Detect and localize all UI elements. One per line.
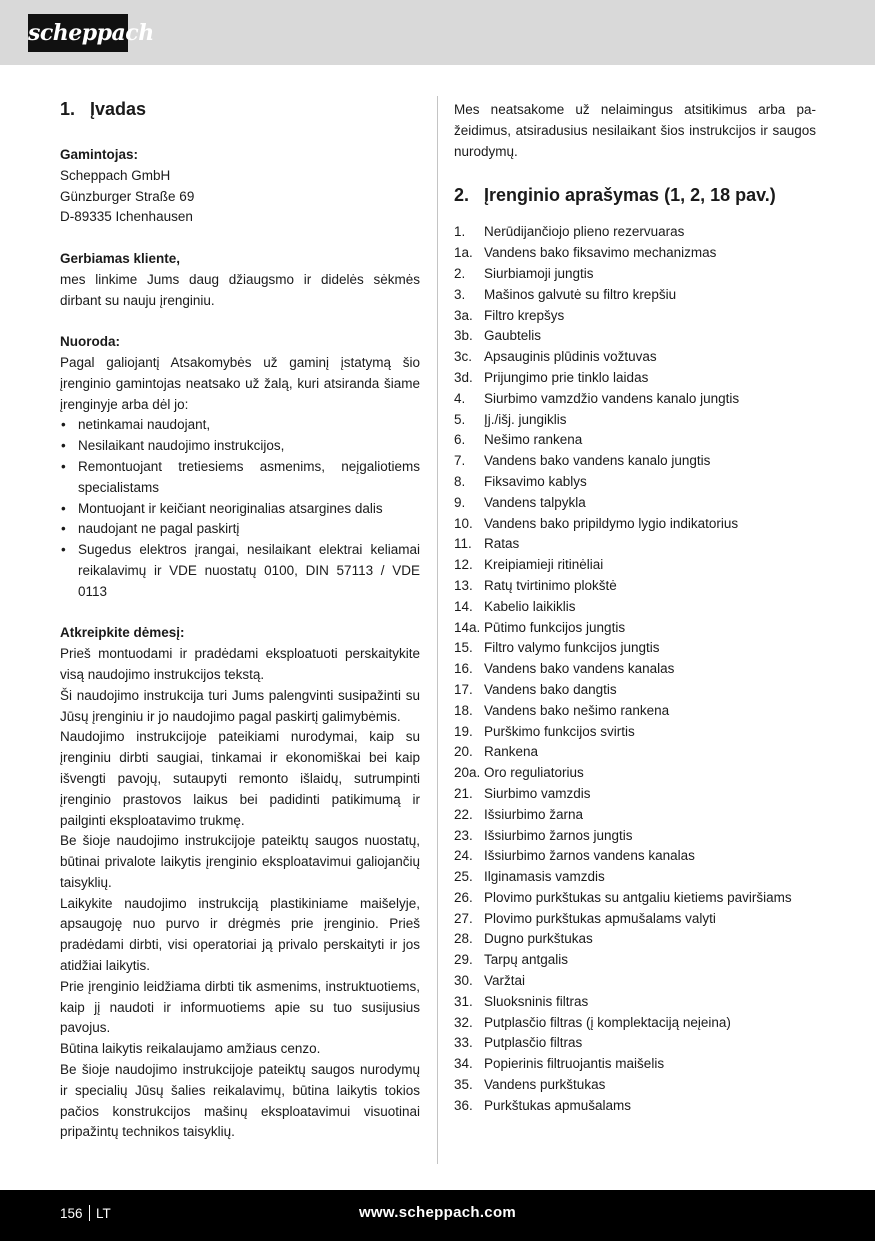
part-name: Ratas: [484, 536, 520, 552]
list-item: [454, 784, 816, 805]
section-title-device-description: [454, 182, 816, 208]
part-number: 7.: [454, 453, 466, 469]
attention-paragraph: Laikykite naudojimo instrukciją plastikiniame maišelyje, apsaugoję nuo purvo ir drėgmės prie įrenginio. Prieš pradėdami dirbti, visi operatoriai ją privalo perskaityti ir jos atidžiai laikytis.: [60, 895, 420, 974]
list-item: [454, 1033, 816, 1054]
part-name: Ratų tvirtinimo plokštė: [484, 577, 617, 593]
list-item: [454, 1013, 816, 1034]
part-number: 23.: [454, 827, 473, 843]
part-number: 12.: [454, 557, 473, 573]
part-name: Mašinos galvutė su filtro krepšiu: [484, 286, 677, 302]
part-number: 36.: [454, 1097, 473, 1113]
list-item: • Montuojant ir keičiant neoriginalias atsargines dalis: [60, 499, 420, 520]
manufacturer-line: D-89335 Ichenhausen: [60, 209, 193, 225]
part-name: Siurbimo vamzdis: [484, 785, 591, 801]
list-item: [454, 722, 816, 743]
part-number: 17.: [454, 681, 473, 697]
part-number: 4.: [454, 390, 466, 406]
section-title-introduction: [60, 96, 420, 122]
part-name: Kabelio laikiklis: [484, 598, 576, 614]
list-item: • Sugedus elektros įrangai, nesilaikant elektrai keliamai reikalavimų ir VDE nuostatų 0100, DIN 57113 / VDE 0113: [60, 540, 420, 602]
list-item: [454, 576, 816, 597]
list-item: [454, 805, 816, 826]
part-name: Varžtai: [484, 973, 526, 989]
language-code: LT: [96, 1206, 111, 1221]
list-item: [454, 493, 816, 514]
part-number: 3b.: [454, 328, 473, 344]
part-number: 32.: [454, 1014, 473, 1030]
list-item: [454, 992, 816, 1013]
part-name: Kreipiamieji ritinėliai: [484, 557, 604, 573]
part-number: 5.: [454, 411, 466, 427]
part-name: Vandens bako fiksavimo mechanizmas: [484, 245, 717, 261]
part-number: 29.: [454, 952, 473, 968]
part-name: Vandens bako vandens kanalo jungtis: [484, 453, 711, 469]
list-item: [454, 534, 816, 555]
part-name: Purškimo funkcijos svirtis: [484, 723, 635, 739]
note-heading: Nuoroda:: [60, 334, 120, 350]
part-name: Vandens bako pripildymo lygio indikatorius: [484, 515, 739, 531]
part-name: Nerūdijančiojo plieno rezervuaras: [484, 224, 685, 240]
right-column: [454, 100, 816, 1117]
list-item: [454, 659, 816, 680]
list-item: [454, 389, 816, 410]
part-name: Tarpų antgalis: [484, 952, 569, 968]
part-name: Rankena: [484, 744, 539, 760]
list-item: [454, 285, 816, 306]
list-item: [454, 826, 816, 847]
customer-text: mes linkime Jums daug džiaugsmo ir didelės sėkmės dirbant su nauju įrenginiu.: [60, 271, 420, 308]
section-number: 2.: [454, 185, 470, 206]
list-item: [454, 846, 816, 867]
part-number: 16.: [454, 661, 473, 677]
list-item: [454, 472, 816, 493]
page-separator: [89, 1205, 90, 1221]
scheppach-logo: scheppach: [28, 14, 128, 52]
list-item: [454, 222, 816, 243]
column-divider: [437, 96, 438, 1164]
part-number: 2.: [454, 265, 466, 281]
part-number: 35.: [454, 1077, 473, 1093]
part-name: Išsiurbimo žarna: [484, 806, 584, 822]
part-number: 22.: [454, 806, 473, 822]
part-name: Filtro krepšys: [484, 307, 565, 323]
list-item: [454, 410, 816, 431]
part-name: Purkštukas apmušalams: [484, 1097, 632, 1113]
parts-list: [454, 222, 816, 1116]
list-item: [454, 306, 816, 327]
list-item: [454, 680, 816, 701]
section-title-text: Įrenginio aprašymas (1, 2, 18 pav.): [484, 185, 776, 206]
list-item: [454, 430, 816, 451]
list-item: • Nesilaikant naudojimo instrukcijos,: [60, 436, 420, 457]
part-name: Vandens bako nešimo rankena: [484, 702, 670, 718]
part-name: Vandens purkštukas: [484, 1077, 606, 1093]
attention-paragraph: Prieš montuodami ir pradėdami eksploatuoti perskaitykite visą naudojimo instrukcijos tekstą.: [60, 646, 420, 682]
manufacturer-heading: Gamintojas:: [60, 147, 139, 162]
part-number: 26.: [454, 889, 473, 905]
part-number: 18.: [454, 702, 473, 718]
part-number: 20a.: [454, 765, 481, 781]
part-number: 34.: [454, 1056, 473, 1072]
part-number: 25.: [454, 869, 473, 885]
list-item: [454, 929, 816, 950]
part-name: Plovimo purkštukas apmušalams valyti: [484, 910, 716, 926]
list-item: [454, 1054, 816, 1075]
part-number: 14a.: [454, 619, 481, 635]
part-name: Siurbiamoji jungtis: [484, 265, 594, 281]
attention-paragraph: Be šioje naudojimo instrukcijoje pateiktų saugos nuostatų, būtinai privalote laikytis įrenginio eksploatavimui galiojančių taisyklių.: [60, 833, 420, 890]
list-item: [454, 347, 816, 368]
list-item: [454, 1075, 816, 1096]
part-name: Oro reguliatorius: [484, 765, 584, 781]
part-number: 19.: [454, 723, 473, 739]
customer-heading: Gerbiamas kliente,: [60, 250, 181, 266]
part-number: 6.: [454, 432, 466, 448]
list-item: [454, 701, 816, 722]
attention-heading: Atkreipkite dėmesį:: [60, 625, 185, 641]
manufacturer-line: Günzburger Straße 69: [60, 188, 195, 204]
list-item: • netinkamai naudojant,: [60, 415, 420, 436]
part-number: 13.: [454, 577, 473, 593]
part-name: Prijungimo prie tinklo laidas: [484, 369, 649, 385]
part-name: Gaubtelis: [484, 328, 542, 344]
list-item: [454, 909, 816, 930]
part-name: Putplasčio filtras (į komplektaciją neįeina): [484, 1014, 731, 1030]
list-item: [454, 597, 816, 618]
attention-paragraph: Būtina laikytis reikalaujamo amžiaus cenzo.: [60, 1041, 321, 1057]
part-number: 8.: [454, 473, 466, 489]
part-number: 3a.: [454, 307, 473, 323]
part-number: 3.: [454, 286, 466, 302]
list-item: [454, 867, 816, 888]
part-name: Išsiurbimo žarnos jungtis: [484, 827, 633, 843]
part-number: 10.: [454, 515, 473, 531]
part-number: 9.: [454, 494, 466, 510]
attention-paragraph: Naudojimo instrukcijoje pateikiami nurodymai, kaip su įrenginiu dirbti saugiai, tinkamai ir ekonomiškai bei kaip išvengti pavojų, sutaupyti remonto išlaidų, sutrumpinti įrenginio prastovos laikus bei padidinti patikimumą ir pailginti eksploatavimo trukmę.: [60, 729, 420, 828]
list-item: [454, 555, 816, 576]
list-item: [454, 638, 816, 659]
part-number: 1a.: [454, 245, 473, 261]
list-item: • naudojant ne pagal paskirtį: [60, 519, 420, 540]
part-name: Išsiurbimo žarnos vandens kanalas: [484, 848, 695, 864]
part-number: 27.: [454, 910, 473, 926]
list-item: [454, 763, 816, 784]
part-number: 1.: [454, 224, 466, 240]
part-number: 31.: [454, 993, 473, 1009]
left-column: [60, 96, 420, 1143]
part-number: 20.: [454, 744, 473, 760]
part-name: Vandens bako vandens kanalas: [484, 661, 675, 677]
part-name: Nešimo rankena: [484, 432, 583, 448]
list-item: [454, 368, 816, 389]
list-item: [454, 326, 816, 347]
list-item: • Remontuojant tretiesiems asmenims, neįgaliotiems specialistams: [60, 457, 420, 499]
section-number: 1.: [60, 99, 76, 119]
disclaimer-text: Mes neatsakome už nelaimingus atsitikimus arba pažeidimus, atsiradusius nesilaikant šios instrukcijos ir saugos nurodymų.: [454, 102, 816, 159]
manufacturer-line: Scheppach GmbH: [60, 167, 171, 183]
part-name: Pūtimo funkcijos jungtis: [484, 619, 626, 635]
attention-paragraph: Ši naudojimo instrukcija turi Jums palengvinti susipažinti su Jūsų įrenginiu ir jo naudojimo pagal paskirtį galimybėmis.: [60, 687, 420, 724]
part-name: Sluoksninis filtras: [484, 993, 589, 1009]
liability-bullet-list: [60, 415, 420, 602]
list-item: [454, 264, 816, 285]
list-item: [454, 742, 816, 763]
list-item: [454, 971, 816, 992]
part-name: Fiksavimo kablys: [484, 473, 587, 489]
part-number: 33.: [454, 1035, 473, 1051]
attention-paragraph: Prie įrenginio leidžiama dirbti tik asmenims, instruktuotiems, kaip jį naudoti ir informuotiems apie su tuo susijusius pavojus.: [60, 978, 420, 1036]
part-number: 14.: [454, 598, 473, 614]
part-number: 30.: [454, 973, 473, 989]
part-name: Putplasčio filtras: [484, 1035, 583, 1051]
part-name: Popierinis filtruojantis maišelis: [484, 1056, 665, 1072]
part-number: 24.: [454, 848, 473, 864]
website-url: www.scheppach.com: [358, 1204, 517, 1221]
part-number: 11.: [454, 536, 472, 552]
part-name: Plovimo purkštukas su antgaliu kietiems paviršiams: [484, 889, 792, 905]
list-item: [454, 1096, 816, 1117]
part-number: 28.: [454, 931, 473, 947]
list-item: [454, 451, 816, 472]
part-name: Filtro valymo funkcijos jungtis: [484, 640, 660, 656]
list-item: [454, 618, 816, 639]
note-text: Pagal galiojantį Atsakomybės už gaminį įstatymą šio įrenginio gamintojas neatsako už žalą, kuri atsiranda šiame įrenginyje arba dėl jo:: [60, 354, 420, 412]
part-name: Ilginamasis vamzdis: [484, 869, 605, 885]
part-number: 15.: [454, 640, 473, 656]
part-name: Apsauginis plūdinis vožtuvas: [484, 349, 657, 365]
part-name: Vandens talpykla: [484, 494, 586, 510]
part-number: 3c.: [454, 349, 473, 365]
list-item: [454, 888, 816, 909]
part-number: 3d.: [454, 369, 473, 385]
list-item: [454, 950, 816, 971]
attention-paragraph: Be šioje naudojimo instrukcijoje pateiktų saugos nurodymų ir specialių Jūsų šalies reikalavimų, būtina laikytis tokios pačios konstrukcijos mašinų eksploatavimui visuotinai pripažintų technikos taisyklių.: [60, 1062, 420, 1140]
list-item: [454, 243, 816, 264]
part-number: 21.: [454, 785, 473, 801]
part-name: Vandens bako dangtis: [484, 681, 617, 697]
part-name: Dugno purkštukas: [484, 931, 593, 947]
list-item: [454, 514, 816, 535]
page-number: 156: [60, 1206, 83, 1221]
part-name: Įj./išj. jungiklis: [484, 411, 567, 427]
section-title-text: Įvadas: [90, 99, 147, 119]
part-name: Siurbimo vamzdžio vandens kanalo jungtis: [484, 390, 740, 406]
